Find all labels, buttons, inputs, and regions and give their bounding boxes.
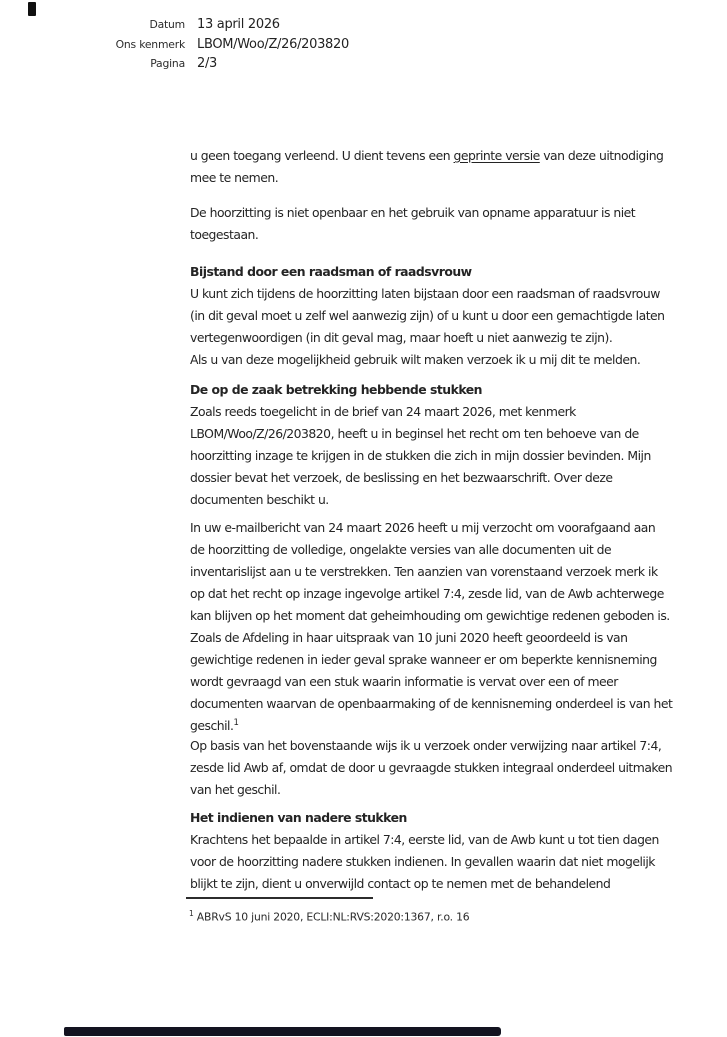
- paragraph-stukken-2: [190, 517, 672, 737]
- section-heading-stukken: De op de zaak betrekking hebbende stukken: [190, 382, 482, 397]
- paragraph-stukken-3: Op basis van het bovenstaande wijs ik u verzoek onder verwijzing naar artikel 7:4, zesde lid Awb af, omdat de door u gevraagde stukken integraal onderdeel uitmaken van het geschil.: [190, 738, 673, 797]
- section-stukken: [190, 379, 651, 511]
- footnote-rule: [186, 897, 373, 899]
- scan-artifact-bottom-edge: [64, 1027, 501, 1036]
- section-bijstand: [190, 261, 665, 371]
- section-heading-bijstand: Bijstand door een raadsman of raadsvrouw: [190, 264, 472, 279]
- scan-artifact-top-left: [28, 2, 36, 16]
- paragraph-text: u geen toegang verleend. U dient tevens een: [190, 148, 454, 163]
- footnote-reference-marker: 1: [233, 717, 239, 728]
- footnote: [189, 906, 469, 926]
- meta-row-datum: [0, 17, 349, 37]
- paragraph-last-line: [190, 715, 672, 737]
- underlined-phrase-geprinte-versie: geprinte versie: [453, 148, 540, 163]
- section-heading-nadere-stukken: Het indienen van nadere stukken: [190, 810, 407, 825]
- paragraph-openbaar: De hoorzitting is niet openbaar en het gebruik van opname apparatuur is niet toegestaan.: [190, 205, 636, 242]
- meta-label-datum: Datum: [149, 18, 185, 31]
- meta-value-pagina: 2/3: [197, 56, 218, 71]
- meta-row-pagina: [0, 56, 349, 76]
- paragraph-toegang: [190, 145, 663, 189]
- meta-row-kenmerk: [0, 37, 349, 57]
- paragraph-text: mee te nemen.: [190, 170, 279, 185]
- meta-label-kenmerk: Ons kenmerk: [115, 37, 185, 51]
- paragraph-text: geschil.: [190, 718, 234, 733]
- paragraph-stukken-1: Zoals reeds toegelicht in de brief van 24 maart 2026, met kenmerk LBOM/Woo/Z/26/203820, heeft u in beginsel het recht om ten behoeve van de hoorzitting inzage te krijgen in de stukken die zich in mijn dossier bevinden. Mijn dossier bevat het verzoek, de beslissing en het bezwaarschrift. Over deze documenten beschikt u.: [190, 404, 651, 507]
- paragraph-text: In uw e-mailbericht van 24 maart 2026 heeft u mij verzocht om voorafgaand aan de hoorzitting de volledige, ongelakte versies van alle documenten uit de inventarislijst aan u te verstrekken. Ten aanzien van vorenstaand verzoek merk ik op dat het recht op inzage ingevolge artikel 7:4, zesde lid, van de Awb achterwege kan blijven op het moment dat geheimhouding om gewichtige redenen geboden is. Zoals de Afdeling in haar uitspraak van 10 juni 2020 heeft geoordeeld is van gewichtige redenen in ieder geval sprake wanneer er om beperkte kennisneming wordt gevraagd van een stuk waarin informatie is vervat over een of meer documenten waarvan de openbaarmaking of de kennisneming onderdeel is van het: [190, 520, 673, 711]
- paragraph-text: van deze uitnodiging: [539, 148, 664, 163]
- letter-meta: [0, 17, 349, 76]
- section-nadere-stukken: [190, 807, 659, 895]
- footnote-text: ABRvS 10 juni 2020, ECLI:NL:RVS:2020:1367, r.o. 16: [193, 910, 470, 924]
- meta-value-kenmerk: LBOM/Woo/Z/26/203820: [197, 36, 349, 52]
- footnote-marker: 1: [189, 909, 194, 918]
- meta-label-pagina: Pagina: [150, 57, 185, 70]
- paragraph-bijstand: U kunt zich tijdens de hoorzitting laten bijstaan door een raadsman of raadsvrouw (in dit geval moet u zelf wel aanwezig zijn) of u kunt u door een gemachtigde laten vertegenwoordigen (in dit geval mag, maar hoeft u niet aanwezig te zijn). Als u van deze mogelijkheid gebruik wilt maken verzoek ik u mij dit te melden.: [190, 286, 665, 367]
- meta-value-datum: 13 april 2026: [197, 17, 280, 32]
- paragraph-nadere-stukken: Krachtens het bepaalde in artikel 7:4, eerste lid, van de Awb kunt u tot tien dagen voor de hoorzitting nadere stukken indienen. In gevallen waarin dat niet mogelijk blijkt te zijn, dient u onverwijld contact op te nemen met de behandelend: [190, 832, 659, 891]
